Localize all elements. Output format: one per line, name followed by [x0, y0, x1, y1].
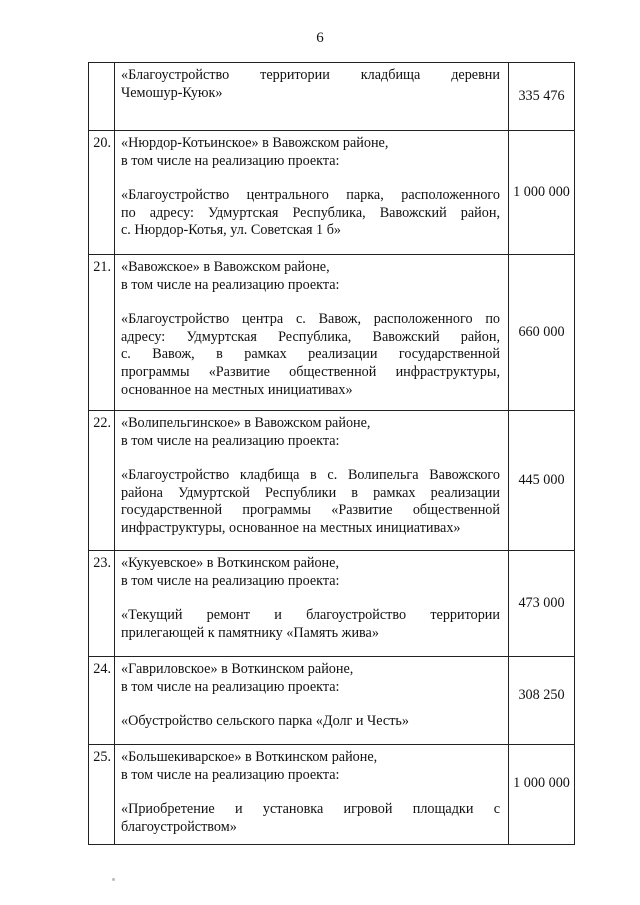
project-line: по адресу: Удмуртская Республика, Вавожский район,: [121, 204, 500, 221]
row-number: 23.: [89, 551, 115, 657]
row-number: [89, 63, 115, 131]
project-line: основанное на местных инициативах»: [121, 381, 353, 398]
project-line: прилегающей к памятнику «Память жива»: [121, 624, 379, 641]
project-line: «Текущий ремонт и благоустройство территории: [121, 607, 500, 624]
row-amount: [509, 411, 575, 551]
org-line: «Кукуевское» в Воткинском районе,: [121, 555, 339, 571]
org-line: «Гавриловское» в Воткинском районе,: [121, 661, 354, 677]
row-description: [115, 255, 509, 411]
row-number: 22.: [89, 411, 115, 551]
row-number: 21.: [89, 255, 115, 411]
project-line: благоустройством»: [121, 818, 237, 835]
row-amount: [509, 255, 575, 411]
project-line: инфраструктуры, основанное на местных инициативах»: [121, 519, 461, 536]
project-line: Чемошур-Куюк»: [121, 84, 223, 101]
table-row: [89, 657, 575, 745]
row-number: 25.: [89, 745, 115, 845]
table-row: [89, 551, 575, 657]
amount-value: 445 000: [518, 471, 565, 488]
row-amount: [509, 63, 575, 131]
project-line: «Приобретение и установка игровой площадки с: [121, 801, 500, 818]
row-description: [115, 131, 509, 255]
row-amount: [509, 745, 575, 845]
table-row: [89, 131, 575, 255]
org-line: «Вавожское» в Вавожском районе,: [121, 259, 330, 275]
org-line: «Волипельгинское» в Вавожском районе,: [121, 415, 371, 431]
project-line: программы «Развитие общественной инфраструктуры,: [121, 363, 500, 380]
project-line: «Благоустройство центрального парка, расположенного: [121, 187, 500, 204]
project-line: с. Нюрдор-Котья, ул. Советская 1 б»: [121, 222, 342, 239]
row-amount: [509, 551, 575, 657]
project-line: «Обустройство сельского парка «Долг и Честь»: [121, 713, 409, 730]
scan-speck: [112, 878, 115, 881]
amount-value: 308 250: [518, 686, 565, 703]
row-description: [115, 411, 509, 551]
amount-value: 1 000 000: [513, 183, 570, 200]
amount-value: 335 476: [518, 87, 565, 104]
funding-table: [88, 62, 575, 845]
page-number: 6: [316, 30, 324, 46]
org-line: «Большекиварское» в Воткинском районе,: [121, 749, 378, 765]
amount-value: 1 000 000: [513, 774, 570, 791]
row-description: [115, 63, 509, 131]
row-description: [115, 657, 509, 745]
project-line: «Благоустройство кладбища в с. Волипельга Вавожского: [121, 467, 500, 484]
org-line: в том числе на реализацию проекта:: [121, 766, 340, 783]
org-line: в том числе на реализацию проекта:: [121, 152, 340, 169]
org-line: в том числе на реализацию проекта:: [121, 572, 340, 589]
project-line: «Благоустройство территории кладбища деревни: [121, 67, 500, 83]
table-row: [89, 411, 575, 551]
table-row: [89, 63, 575, 131]
org-line: в том числе на реализацию проекта:: [121, 276, 340, 293]
amount-value: 660 000: [518, 323, 565, 340]
row-amount: [509, 131, 575, 255]
row-number: 24.: [89, 657, 115, 745]
table-row: [89, 745, 575, 845]
project-line: «Благоустройство центра с. Вавож, расположенного по: [121, 311, 500, 328]
project-line: с. Вавож, в рамках реализации государственной: [121, 346, 500, 363]
row-number: 20.: [89, 131, 115, 255]
project-line: государственной программы «Развитие общественной: [121, 502, 500, 519]
row-description: [115, 745, 509, 845]
org-line: в том числе на реализацию проекта:: [121, 432, 340, 449]
project-line: района Удмуртской Республики в рамках реализации: [121, 484, 500, 501]
amount-value: 473 000: [518, 594, 565, 611]
row-amount: [509, 657, 575, 745]
row-description: [115, 551, 509, 657]
table-row: [89, 255, 575, 411]
org-line: «Нюрдор-Котьинское» в Вавожском районе,: [121, 135, 389, 151]
org-line: в том числе на реализацию проекта:: [121, 678, 340, 695]
project-line: адресу: Удмуртская Республика, Вавожский район,: [121, 328, 500, 345]
